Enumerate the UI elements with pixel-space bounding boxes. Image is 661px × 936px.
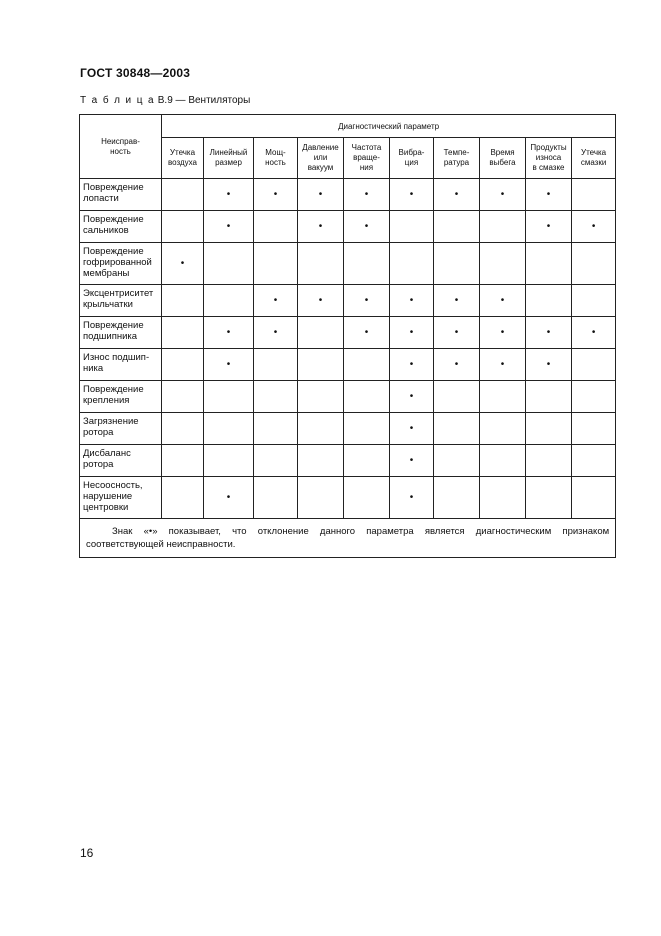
table-cell xyxy=(254,477,298,519)
table-cell xyxy=(204,477,254,519)
bullet-mark: • xyxy=(409,423,414,434)
table-cell xyxy=(572,477,616,519)
bullet-mark: • xyxy=(409,327,414,338)
bullet-mark: • xyxy=(591,221,596,232)
table-cell xyxy=(390,317,434,349)
bullet-mark: • xyxy=(500,359,505,370)
parameter-header-2: Мощ- ность xyxy=(254,138,298,179)
table-caption-prefix: Т а б л и ц а xyxy=(80,95,155,106)
parameter-header-6: Темпе- ратура xyxy=(434,138,480,179)
table-cell xyxy=(344,211,390,243)
fault-label: Эксцентриситет крыльчатки xyxy=(80,285,162,317)
table-cell xyxy=(298,317,344,349)
fault-label: Износ подшип- ника xyxy=(80,349,162,381)
table-cell xyxy=(526,243,572,285)
diagnostics-table xyxy=(79,114,616,558)
bullet-mark: • xyxy=(364,295,369,306)
table-cell xyxy=(390,445,434,477)
fault-label: Повреждение крепления xyxy=(80,381,162,413)
bullet-mark: • xyxy=(591,327,596,338)
table-cell xyxy=(254,179,298,211)
document-header: ГОСТ 30848—2003 xyxy=(80,66,191,80)
table-cell xyxy=(572,317,616,349)
table-cell xyxy=(162,381,204,413)
table-cell xyxy=(434,413,480,445)
bullet-mark: • xyxy=(226,327,231,338)
table-cell xyxy=(162,317,204,349)
table-cell xyxy=(344,349,390,381)
parameter-header-4: Частота враще- ния xyxy=(344,138,390,179)
table-cell xyxy=(254,445,298,477)
table-cell xyxy=(162,349,204,381)
table-cell xyxy=(390,243,434,285)
parameter-header-5: Вибра- ция xyxy=(390,138,434,179)
bullet-mark: • xyxy=(273,327,278,338)
table-cell xyxy=(298,211,344,243)
table-cell xyxy=(480,413,526,445)
parameter-header-7: Время выбега xyxy=(480,138,526,179)
table-cell xyxy=(434,285,480,317)
table-cell xyxy=(254,243,298,285)
fault-label: Повреждение сальников xyxy=(80,211,162,243)
table-cell xyxy=(572,445,616,477)
parameter-header-8: Продукты износа в смазке xyxy=(526,138,572,179)
bullet-mark: • xyxy=(318,221,323,232)
bullet-mark: • xyxy=(546,327,551,338)
bullet-mark: • xyxy=(409,189,414,200)
table-cell xyxy=(162,413,204,445)
bullet-mark: • xyxy=(546,189,551,200)
bullet-mark: • xyxy=(226,221,231,232)
table-cell xyxy=(434,179,480,211)
table-cell xyxy=(344,381,390,413)
bullet-mark: • xyxy=(318,295,323,306)
table-cell xyxy=(254,211,298,243)
table-cell xyxy=(162,445,204,477)
fault-label: Повреждение лопасти xyxy=(80,179,162,211)
table-cell xyxy=(480,179,526,211)
table-cell xyxy=(254,413,298,445)
table-cell xyxy=(204,349,254,381)
table-cell xyxy=(298,413,344,445)
table-cell xyxy=(298,179,344,211)
table-cell xyxy=(390,285,434,317)
table-cell xyxy=(162,243,204,285)
table-cell xyxy=(480,243,526,285)
table-cell xyxy=(572,211,616,243)
table-cell xyxy=(254,349,298,381)
bullet-mark: • xyxy=(409,492,414,503)
table-row xyxy=(80,179,616,211)
table-cell xyxy=(254,317,298,349)
page-number: 16 xyxy=(80,846,94,860)
table-cell xyxy=(162,477,204,519)
table-cell xyxy=(526,349,572,381)
table-cell xyxy=(526,381,572,413)
table-cell xyxy=(298,243,344,285)
fault-label: Повреждение подшипника xyxy=(80,317,162,349)
table-note-row xyxy=(80,519,616,558)
table-cell xyxy=(298,381,344,413)
table-row xyxy=(80,317,616,349)
table-cell xyxy=(572,413,616,445)
bullet-mark: • xyxy=(318,189,323,200)
table-cell xyxy=(344,477,390,519)
parameter-group-header: Диагностический параметр xyxy=(162,115,616,138)
table-cell xyxy=(390,413,434,445)
bullet-mark: • xyxy=(409,295,414,306)
fault-label: Несоосность, нарушение центровки xyxy=(80,477,162,519)
bullet-mark: • xyxy=(226,359,231,370)
bullet-mark: • xyxy=(500,327,505,338)
bullet-mark: • xyxy=(226,189,231,200)
table-cell xyxy=(204,317,254,349)
bullet-mark: • xyxy=(454,295,459,306)
table-cell xyxy=(480,445,526,477)
fault-column-header: Неисправ- ность xyxy=(80,115,162,179)
table-cell xyxy=(526,211,572,243)
table-cell xyxy=(526,413,572,445)
table-body xyxy=(80,179,616,519)
table-row xyxy=(80,477,616,519)
table-cell xyxy=(344,317,390,349)
table-cell xyxy=(572,243,616,285)
table-note: Знак «•» показывает, что отклонение данного параметра является диагностическим признаком соответствующей неисправности. xyxy=(80,519,616,558)
table-cell xyxy=(344,445,390,477)
table-cell xyxy=(526,445,572,477)
table-cell xyxy=(204,285,254,317)
table-cell xyxy=(434,381,480,413)
table-cell xyxy=(390,211,434,243)
bullet-mark: • xyxy=(180,258,185,269)
table-cell xyxy=(434,445,480,477)
bullet-mark: • xyxy=(454,189,459,200)
table-cell xyxy=(480,477,526,519)
table-row xyxy=(80,445,616,477)
table-cell xyxy=(298,285,344,317)
parameter-header-1: Линейный размер xyxy=(204,138,254,179)
table-cell xyxy=(480,317,526,349)
bullet-mark: • xyxy=(409,455,414,466)
table-cell xyxy=(480,381,526,413)
bullet-mark: • xyxy=(454,327,459,338)
parameter-header-9: Утечка смазки xyxy=(572,138,616,179)
table-cell xyxy=(204,211,254,243)
bullet-mark: • xyxy=(409,391,414,402)
table-cell xyxy=(344,285,390,317)
bullet-mark: • xyxy=(273,295,278,306)
bullet-mark: • xyxy=(500,189,505,200)
table-cell xyxy=(526,285,572,317)
bullet-mark: • xyxy=(364,327,369,338)
table-cell xyxy=(298,477,344,519)
table-cell xyxy=(572,381,616,413)
table-cell xyxy=(434,317,480,349)
table-cell xyxy=(298,349,344,381)
table-cell xyxy=(390,179,434,211)
bullet-mark: • xyxy=(364,189,369,200)
table-caption xyxy=(80,95,250,106)
table-cell xyxy=(480,211,526,243)
table-cell xyxy=(390,349,434,381)
table-row xyxy=(80,413,616,445)
table-cell xyxy=(254,381,298,413)
table-cell xyxy=(344,243,390,285)
table-cell xyxy=(526,477,572,519)
bullet-mark: • xyxy=(409,359,414,370)
table-cell xyxy=(480,349,526,381)
table-cell xyxy=(572,285,616,317)
fault-label: Повреждение гофрированной мембраны xyxy=(80,243,162,285)
table-cell xyxy=(390,381,434,413)
table-cell xyxy=(572,179,616,211)
table-cell xyxy=(204,243,254,285)
bullet-mark: • xyxy=(454,359,459,370)
table-caption-title: В.9 — Вентиляторы xyxy=(154,95,251,106)
table-cell xyxy=(162,285,204,317)
table-cell xyxy=(572,349,616,381)
table-cell xyxy=(344,179,390,211)
bullet-mark: • xyxy=(546,359,551,370)
table-cell xyxy=(298,445,344,477)
fault-label: Дисбаланс ротора xyxy=(80,445,162,477)
table-row xyxy=(80,381,616,413)
bullet-mark: • xyxy=(364,221,369,232)
table-row xyxy=(80,285,616,317)
table-cell xyxy=(162,179,204,211)
bullet-mark: • xyxy=(500,295,505,306)
table-cell xyxy=(254,285,298,317)
bullet-mark: • xyxy=(546,221,551,232)
table-cell xyxy=(480,285,526,317)
table-cell xyxy=(204,381,254,413)
parameter-header-0: Утечка воздуха xyxy=(162,138,204,179)
bullet-mark: • xyxy=(273,189,278,200)
table-cell xyxy=(434,477,480,519)
table-row xyxy=(80,349,616,381)
table-cell xyxy=(434,349,480,381)
table-row xyxy=(80,243,616,285)
table-cell xyxy=(344,413,390,445)
table-cell xyxy=(526,179,572,211)
table-cell xyxy=(390,477,434,519)
table-cell xyxy=(204,179,254,211)
parameter-header-3: Давление или вакуум xyxy=(298,138,344,179)
fault-label: Загрязнение ротора xyxy=(80,413,162,445)
table-cell xyxy=(526,317,572,349)
bullet-mark: • xyxy=(226,492,231,503)
table-cell xyxy=(204,413,254,445)
table-cell xyxy=(162,211,204,243)
table-row xyxy=(80,211,616,243)
table-cell xyxy=(434,243,480,285)
table-cell xyxy=(434,211,480,243)
table-cell xyxy=(204,445,254,477)
